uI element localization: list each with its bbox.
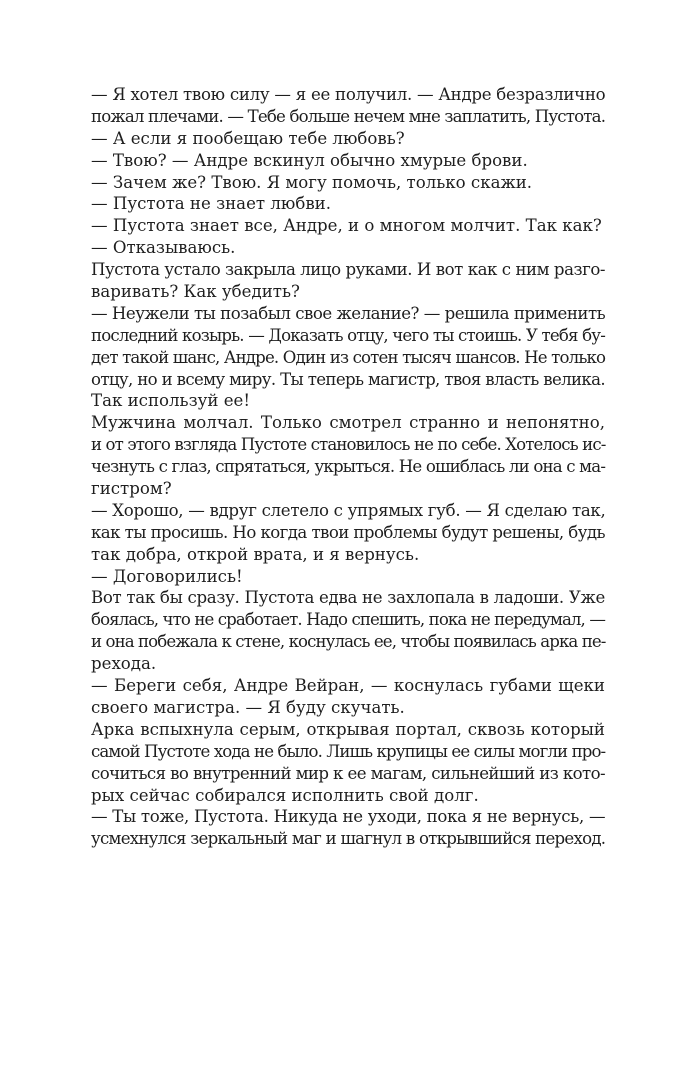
text-line: рехода. [91, 654, 157, 674]
text-line: последний козырь. — Доказать отцу, чего ты стоишь. У тебя бу- [91, 325, 605, 345]
text-line: Пустота устало закрыла лицо руками. И вот как с ним разго- [91, 260, 605, 280]
text-line: дет такой шанс, Андре. Один из сотен тысяч шансов. Не только [91, 347, 606, 367]
text-line: — Пустота знает все, Андре, и о многом молчит. Так как? [91, 216, 602, 236]
text-line: — Я хотел твою силу — я ее получил. — Андре безразлично [91, 85, 606, 104]
text-line: Так используй ее! [91, 391, 251, 411]
text-line: рых сейчас собирался исполнить свой долг. [91, 785, 479, 805]
text-line: отцу, но и всему миру. Ты теперь магистр, твоя власть велика. [91, 369, 605, 389]
text-line: — Ты тоже, Пустота. Никуда не уходи, пока я не вернусь, — [91, 807, 606, 827]
text-line: боялась, что не сработает. Надо спешить, пока не передумал, — [91, 610, 605, 630]
text-line: — Хорошо, — вдруг слетело с упрямых губ. — Я сделаю так, [91, 500, 606, 520]
text-line: — Отказываюсь. [91, 238, 236, 258]
text-line: чезнуть с глаз, спрятаться, укрыться. Не ошиблась ли она с ма- [91, 457, 606, 477]
text-line: сочиться во внутренний мир к ее магам, сильнейший из кото- [91, 763, 605, 783]
text-line: усмехнулся зеркальный маг и шагнул в открывшийся переход. [91, 829, 606, 849]
text-line: — Неужели ты позабыл свое желание? — решила применить [91, 303, 606, 323]
text-line: — Пустота не знает любви. [91, 194, 332, 214]
text-line: варивать? Как убедить? [91, 282, 300, 302]
text-line: — Береги себя, Андре Вейран, — коснулась губами щеки [91, 676, 605, 696]
text-line: — Твою? — Андре вскинул обычно хмурые брови. [91, 150, 528, 170]
text-line: гистром? [91, 479, 172, 499]
text-line: своего магистра. — Я буду скучать. [91, 697, 405, 717]
text-line: — Зачем же? Твою. Я могу помочь, только скажи. [91, 172, 533, 192]
text-line: пожал плечами. — Тебе больше нечем мне заплатить, Пустота. [91, 106, 606, 126]
text-line: — А если я пообещаю тебе любовь? [91, 128, 405, 148]
text-line: самой Пустоте хода не было. Лишь крупицы ее силы могли про- [91, 741, 606, 761]
text-line: и она побежала к стене, коснулась ее, чтобы появилась арка пе- [91, 632, 606, 652]
page-text [91, 84, 605, 850]
text-line: как ты просишь. Но когда твои проблемы будут решены, будь [91, 522, 605, 542]
text-line: Арка вспыхнула серым, открывая портал, сквозь который [91, 719, 605, 739]
text-line: — Договорились! [91, 566, 243, 586]
text-line: так добра, открой врата, и я вернусь. [91, 544, 420, 564]
text-line: Вот так бы сразу. Пустота едва не захлопала в ладоши. Уже [91, 588, 605, 608]
text-line: Мужчина молчал. Только смотрел странно и непонятно, [91, 413, 605, 433]
text-line: и от этого взгляда Пустоте становилось не по себе. Хотелось ис- [91, 435, 606, 455]
